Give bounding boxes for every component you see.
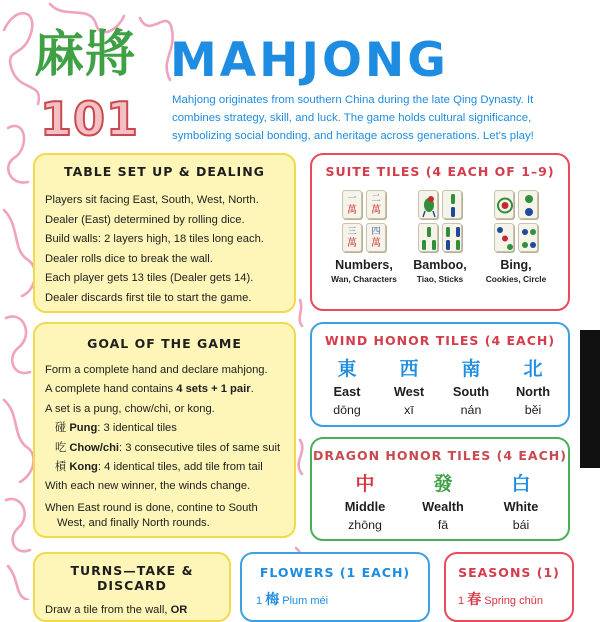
goal-line: A set is a pung, chow/chi, or kong. <box>45 402 215 415</box>
goal-line-text: West, and finally North rounds. <box>57 517 210 530</box>
turns-line <box>45 604 229 616</box>
goal-list <box>45 361 294 532</box>
season-number: 1 <box>458 595 465 607</box>
dragon-white <box>482 473 560 532</box>
seasons-title: SEASONS (1) <box>458 565 560 580</box>
character-tile-number: 三 <box>347 227 357 237</box>
character-tile-number: 四 <box>371 227 381 237</box>
bamboo-label: Bamboo, <box>413 258 467 272</box>
wind-south <box>440 358 502 417</box>
wind-south-english: South <box>452 384 490 399</box>
character-tile <box>342 190 362 219</box>
flower-label: Plum méi <box>282 595 329 607</box>
turns-line-text: Draw a tile from the wall, <box>45 604 171 616</box>
bamboo-tile-two <box>442 190 462 219</box>
kong-description: : 4 identical tiles, add tile from tail <box>97 461 263 474</box>
wind-honor-title: WIND HONOR TILES (4 EACH) <box>324 333 556 348</box>
season-item-spring <box>458 589 572 609</box>
goal-line: Form a complete hand and declare mahjong. <box>45 364 268 376</box>
english-title: MAHJONG <box>170 33 449 88</box>
character-tile-number: 二 <box>371 194 381 204</box>
suit-group-numbers <box>326 190 402 284</box>
character-tile-mark: 萬 <box>347 205 357 216</box>
circle-icon <box>519 191 538 219</box>
setup-line: Dealer (East) determined by rolling dice. <box>45 213 245 226</box>
setup-title: TABLE SET UP & DEALING <box>64 164 265 179</box>
character-tile-mark: 萬 <box>371 205 381 216</box>
wind-south-pinyin: nán <box>460 403 482 417</box>
season-chinese: 春 <box>467 591 482 607</box>
dragon-middle-pinyin: zhōng <box>348 518 382 532</box>
dragon-wealth-english: Wealth <box>422 499 464 514</box>
flower-number: 1 <box>256 595 263 607</box>
bamboo-tile-four <box>442 223 462 252</box>
dragon-white-pinyin: bái <box>512 518 530 532</box>
wind-north-english: North <box>515 384 551 399</box>
suit-group-bamboo <box>402 190 478 284</box>
setup-list <box>45 191 294 309</box>
dragon-middle <box>326 473 404 532</box>
wind-north-pinyin: běi <box>524 403 542 417</box>
character-tile-mark: 萬 <box>347 238 357 249</box>
wind-honor-card <box>310 322 570 427</box>
setup-line: Players sit facing East, South, West, North. <box>45 194 259 206</box>
goal-line: With each new winner, the winds change. <box>45 480 251 493</box>
wind-east-char: 東 <box>337 358 357 380</box>
turns-card <box>33 552 231 622</box>
kong-label: Kong <box>69 461 98 474</box>
flowers-title: FLOWERS (1 EACH) <box>259 565 411 580</box>
flower-item-plum <box>256 589 428 609</box>
dragon-middle-english: Middle <box>344 499 386 514</box>
character-tiles <box>342 190 386 252</box>
goal-line-text: . <box>250 383 254 396</box>
bamboo-tile-three <box>418 223 438 252</box>
chow-line <box>45 439 294 458</box>
numbers-sublabel: Wan, Characters <box>331 274 397 284</box>
suit-group-bing <box>478 190 554 284</box>
turns-title: TURNS—TAKE & DISCARD <box>70 563 194 593</box>
circle-tile-four <box>518 223 538 252</box>
goal-card <box>33 322 296 538</box>
bing-label: Bing, <box>500 258 532 272</box>
character-tile-mark: 萬 <box>371 238 381 249</box>
circle-tile-two <box>518 190 538 219</box>
kong-line <box>45 458 294 477</box>
goal-line-emphasis: 4 sets + 1 pair <box>176 383 251 396</box>
setup-line: Each player gets 13 tiles (Dealer gets 14). <box>45 272 254 285</box>
goal-line-text: A complete hand contains <box>45 383 177 396</box>
dragon-honor-row <box>326 473 560 532</box>
chow-description: : 3 consecutive tiles of same suit <box>119 441 281 454</box>
wind-honor-row <box>316 358 564 417</box>
wind-north <box>502 358 564 417</box>
pung-chinese: 碰 <box>55 422 67 435</box>
suit-tiles-title: SUITE TILES (4 EACH OF 1–9) <box>325 164 555 179</box>
wind-east <box>316 358 378 417</box>
wind-west-char: 西 <box>399 358 419 380</box>
character-tile-number: 一 <box>347 194 357 204</box>
chinese-title: 麻將 <box>34 24 136 83</box>
bamboo-sticks-icon <box>443 224 462 252</box>
suit-tiles-card <box>310 153 570 311</box>
season-label: Spring chūn <box>484 595 543 607</box>
wind-south-char: 南 <box>461 358 481 380</box>
bing-sublabel: Cookies, Circle <box>485 274 547 284</box>
bamboo-sticks-icon <box>419 224 438 252</box>
wind-west <box>378 358 440 417</box>
character-tile <box>366 223 386 252</box>
dragon-middle-char: 中 <box>355 473 375 495</box>
pung-label: Pung <box>69 422 98 435</box>
suit-tiles-row <box>326 190 554 284</box>
setup-line: Dealer discards first tile to start the game. <box>45 291 252 304</box>
kong-chinese: 槓 <box>55 461 67 474</box>
goal-line <box>45 380 294 399</box>
circle-icon <box>519 224 538 252</box>
course-badge-101: 101 <box>40 92 140 146</box>
setup-card <box>33 153 296 313</box>
bird-icon <box>419 191 438 219</box>
pung-description: : 3 identical tiles <box>97 422 177 435</box>
numbers-label: Numbers, <box>335 258 393 272</box>
goal-line <box>45 501 294 532</box>
goal-title: GOAL OF THE GAME <box>87 336 242 351</box>
bamboo-sublabel: Tiao, Sticks <box>416 274 464 284</box>
goal-line-text: When East round is done, contine to South <box>45 501 258 514</box>
intro-paragraph: Mahjong originates from southern China during the late Qing Dynasty. It combines strategy, skill, and luck. The game holds cultural significance, symbolizing social bonding, and heritage across generations. Let's play! <box>172 94 534 142</box>
wind-east-english: East <box>333 384 361 399</box>
wind-north-char: 北 <box>523 358 543 380</box>
circle-tile-three <box>494 223 514 252</box>
bamboo-tile-bird <box>418 190 438 219</box>
wind-west-english: West <box>393 384 425 399</box>
dragon-wealth <box>404 473 482 532</box>
character-tile <box>342 223 362 252</box>
wind-west-pinyin: xī <box>404 403 414 417</box>
dragon-honor-card <box>310 437 570 541</box>
dragon-honor-title: DRAGON HONOR TILES (4 EACH) <box>313 448 567 463</box>
turns-line-emphasis: OR <box>170 604 188 616</box>
pung-line <box>45 419 294 438</box>
circle-icon <box>495 224 514 252</box>
circle-icon <box>495 191 514 219</box>
bamboo-sticks-icon <box>443 191 462 219</box>
dragon-white-english: White <box>503 499 539 514</box>
character-tile <box>366 190 386 219</box>
flowers-card <box>240 552 430 622</box>
chow-label: Chow/chi <box>69 441 120 454</box>
circle-tile-one <box>494 190 514 219</box>
wind-east-pinyin: dōng <box>333 403 361 417</box>
dragon-wealth-char: 發 <box>433 473 453 495</box>
edge-bar <box>580 330 600 468</box>
bamboo-tiles <box>418 190 462 252</box>
seasons-card <box>444 552 574 622</box>
dragon-white-char: 白 <box>511 473 531 495</box>
chow-chinese: 吃 <box>55 441 67 454</box>
flower-chinese: 梅 <box>265 591 280 607</box>
dragon-wealth-pinyin: fā <box>437 518 449 532</box>
setup-line: Build walls: 2 layers high, 18 tiles long each. <box>45 233 264 246</box>
circle-tiles <box>494 190 538 252</box>
setup-line: Dealer rolls dice to break the wall. <box>45 252 213 265</box>
